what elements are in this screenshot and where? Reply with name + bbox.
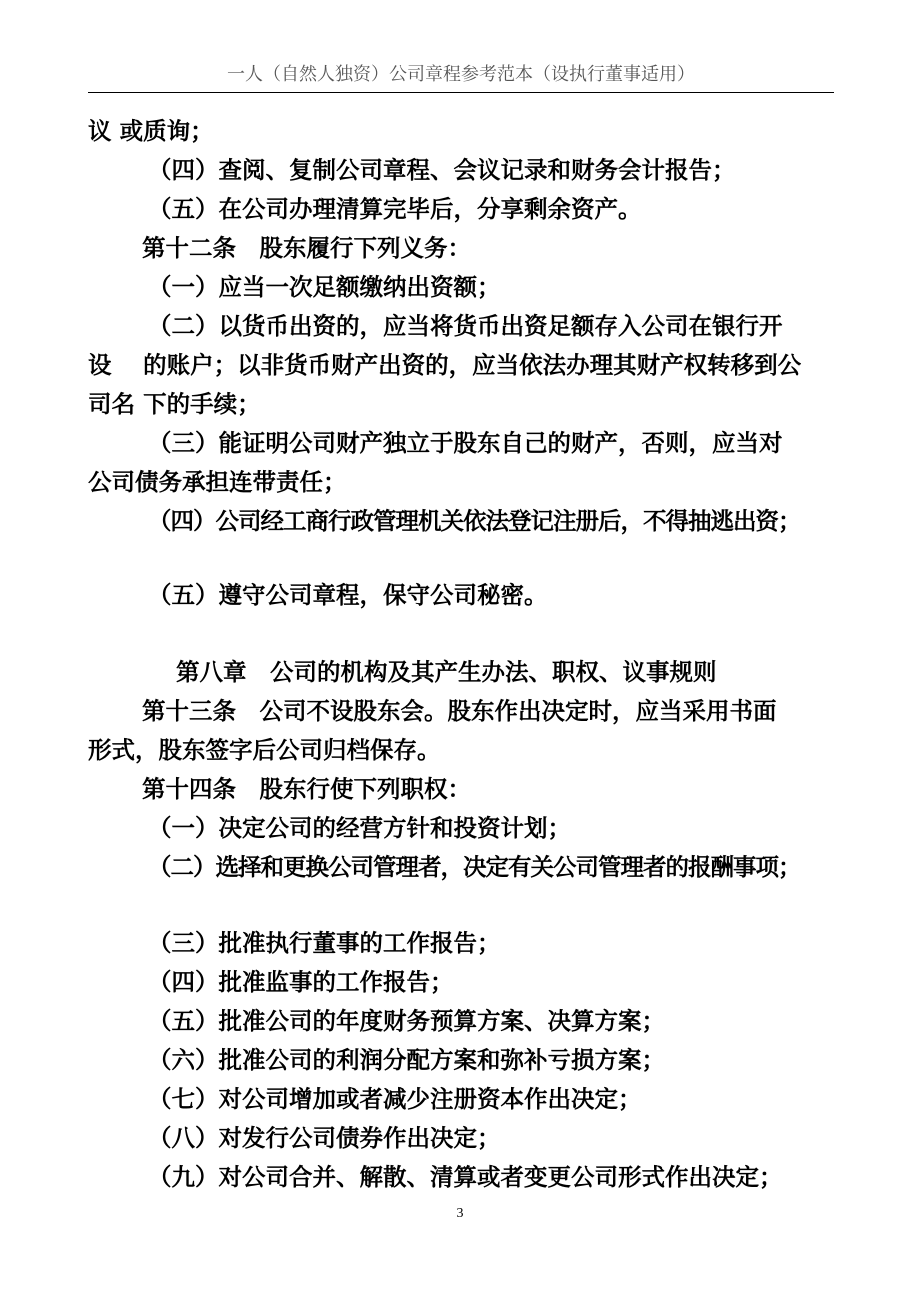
text-line: （三）能证明公司财产独立于股东自己的财产，否则，应当对: [148, 429, 783, 457]
text-line: （九）对公司合并、解散、清算或者变更公司形式作出决定；: [148, 1163, 783, 1191]
text-line: 议 或质询；: [88, 117, 214, 145]
text-line: （三）批准执行董事的工作报告；: [148, 929, 501, 957]
chapter-heading: 第八章 公司的机构及其产生办法、职权、议事规则: [176, 658, 717, 686]
text-line: （二）选择和更换公司管理者，决定有关公司管理者的报酬事项；: [148, 853, 801, 881]
text-line: （八）对发行公司债券作出决定；: [148, 1124, 501, 1152]
text-line: （四）批准监事的工作报告；: [148, 968, 454, 996]
text-line: （五）在公司办理清算完毕后，分享剩余资产。: [148, 195, 642, 223]
text-line: 公司债务承担连带责任；: [88, 468, 347, 496]
text-line: （二）以货币出资的，应当将货币出资足额存入公司在银行开: [148, 312, 783, 340]
text-line: （七）对公司增加或者减少注册资本作出决定；: [148, 1085, 642, 1113]
article-heading: 第十二条 股东履行下列义务：: [142, 234, 471, 262]
text-line: （一）应当一次足额缴纳出资额；: [148, 273, 501, 301]
text-line: （四）查阅、复制公司章程、会议记录和财务会计报告；: [148, 156, 736, 184]
text-line: （四）公司经工商行政管理机关依法登记注册后，不得抽逃出资；: [148, 507, 801, 535]
text-line: （五）批准公司的年度财务预算方案、决算方案；: [148, 1007, 665, 1035]
text-line: 司名 下的手续；: [88, 390, 261, 418]
text-line: （一）决定公司的经营方针和投资计划；: [148, 814, 571, 842]
text-line: （五）遵守公司章程，保守公司秘密。: [148, 581, 548, 609]
text-line: （六）批准公司的利润分配方案和弥补亏损方案；: [148, 1046, 665, 1074]
article-heading: 第十三条 公司不设股东会。股东作出决定时，应当采用书面: [142, 697, 777, 725]
text-line: 形式，股东签字后公司归档保存。: [88, 736, 441, 764]
running-header: 一人（自然人独资）公司章程参考范本（设执行董事适用）: [88, 58, 834, 93]
text-line: 设 的账户；以非货币财产出资的，应当依法办理其财产权转移到公: [88, 351, 802, 379]
page-number: 3: [456, 1206, 464, 1221]
article-heading: 第十四条 股东行使下列职权：: [142, 775, 471, 803]
